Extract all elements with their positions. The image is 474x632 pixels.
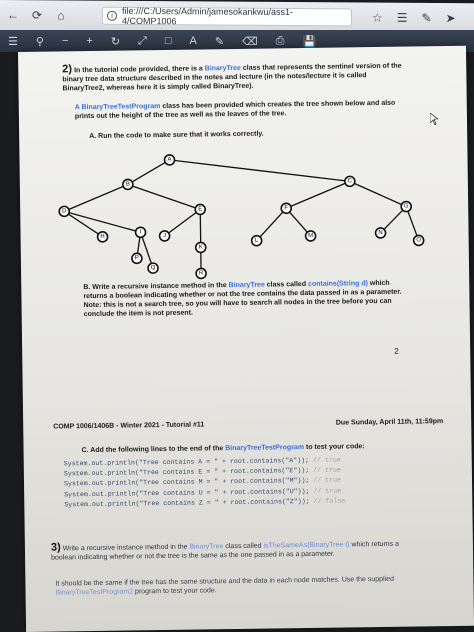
tree-node: [306, 231, 316, 241]
code-comment: // true: [309, 487, 342, 495]
refresh-icon[interactable]: ⟳: [31, 8, 43, 23]
page-number: 2: [394, 346, 399, 356]
tree-node-label: Q: [150, 265, 156, 272]
part-c: C. Add the following lines to the end of the BinaryTreeTestProgram to test your code:: [81, 443, 365, 455]
class-name: BinaryTree: [228, 281, 265, 290]
browser-actions: [372, 11, 456, 26]
code-statement: System.out.println("Tree contains A = " + root.contains("A"));: [63, 456, 310, 468]
erase-icon[interactable]: ⌫: [242, 35, 258, 48]
tree-node: [196, 268, 206, 278]
tree-node-label: J: [163, 232, 167, 239]
share-icon[interactable]: ➤: [445, 11, 456, 26]
zoom-out-icon[interactable]: −: [61, 35, 69, 47]
class-name: BinaryTree: [189, 543, 224, 551]
page-header: [53, 418, 443, 430]
test-program-description: A BinaryTreeTestProgram class has been provided which creates the tree shown below and also prints out the height of the tree as well as the leaves of the tree.: [74, 99, 396, 121]
tree-node: [401, 202, 411, 212]
tree-node-label: N: [378, 229, 383, 236]
zoom-in-icon[interactable]: +: [86, 35, 93, 47]
tree-node-label: L: [254, 237, 259, 244]
method-name: isTheSameAs(BinaryTree t): [263, 541, 350, 550]
print-icon[interactable]: ⎙: [275, 34, 285, 47]
home-icon[interactable]: ⌂: [57, 8, 65, 23]
tree-node: [135, 227, 145, 237]
code-statement: System.out.println("Tree contains M = " + root.contains("M"));: [63, 477, 310, 488]
code-comment: // true: [309, 466, 341, 475]
code-comment: // false: [309, 497, 346, 505]
tree-edge: [64, 211, 105, 240]
tree-node-label: K: [198, 244, 203, 251]
tree-node-label: E: [198, 206, 203, 213]
back-icon[interactable]: ←: [7, 8, 19, 23]
tree-node: [164, 155, 174, 165]
question-2-intro: 2) In the tutorial code provided, there is a BinaryTree class that represents the sentinel version of the binary tree data structure described in the notes and lecture (in the notes/lecture it is called BinaryTree2, whereas here it is simply called BinaryTree).: [62, 62, 402, 93]
tree-nodes: [58, 151, 424, 280]
info-icon[interactable]: i: [107, 11, 117, 21]
tree-edge: [64, 210, 142, 236]
read-aloud-icon[interactable]: A: [189, 35, 197, 47]
tree-node-label: R: [198, 270, 204, 277]
code-statement: System.out.println("Tree contains E = " + root.contains("E"));: [63, 467, 310, 478]
contents-icon[interactable]: ☰: [8, 35, 18, 48]
code-comment: // true: [309, 456, 341, 464]
tree-node-label: G: [403, 203, 409, 210]
tree-node-label: I: [139, 229, 142, 236]
tree-node-label: P: [134, 255, 139, 262]
address-bar[interactable]: [102, 7, 352, 27]
tree-edge: [350, 181, 406, 208]
method-name: contains(String d): [307, 280, 368, 288]
tree-edge: [286, 181, 350, 208]
part-a: A. Run the code to make sure that it works correctly.: [89, 130, 264, 141]
tree-node-label: H: [100, 233, 105, 240]
tree-node: [252, 236, 262, 246]
course-title: COMP 1006/1406B - Winter 2021 - Tutorial #11: [53, 421, 205, 431]
browser-toolbar: [0, 0, 474, 33]
favorites-list-icon[interactable]: ☰: [396, 10, 408, 25]
tree-node-label: O: [416, 237, 422, 244]
tree-node: [98, 232, 108, 242]
tree-node: [195, 204, 205, 214]
due-date: Due Sunday, April 11th, 11:59pm: [335, 418, 444, 427]
pdf-page: [18, 46, 474, 632]
part-b: B. Write a recursive instance method in the BinaryTree class called contains(String d) which returns a boolean indicating whether or not the tree contains the data passed in as a parameter. Note: this is not a search tree, so you will have to search all nodes in the tree before you can conclude the item is not present.: [83, 279, 402, 319]
tree-node: [160, 231, 170, 241]
class-name: BinaryTreeTestProgram: [225, 444, 305, 453]
mouse-cursor-icon: [430, 113, 438, 125]
code-comment: // true: [309, 476, 342, 485]
rotate-icon[interactable]: ↻: [110, 35, 121, 48]
page-view-icon[interactable]: □: [164, 35, 172, 47]
class-name: BinaryTreeTestProgram2: [55, 588, 134, 597]
tree-node-label: M: [308, 232, 314, 239]
tree-edge: [170, 157, 350, 184]
tree-edge: [256, 208, 286, 240]
question-3-body: It should be the same if the tree has the same structure and the data in each node matches. Use the supplied BinaryTreeTestProgram2 program to test your code.: [55, 575, 394, 597]
tree-node: [345, 176, 355, 186]
tree-node-label: B: [125, 181, 130, 188]
address-text: file:///C:/Users/Admin/jamesokankwu/ass1-4/COMP1006: [121, 5, 294, 27]
code-statement: System.out.println("Tree contains U = " + root.contains("U"));: [64, 487, 310, 499]
tree-node-label: C: [347, 178, 353, 185]
tree-node: [123, 179, 133, 189]
class-name: A BinaryTreeTestProgram: [74, 103, 161, 112]
tree-edge: [164, 209, 200, 236]
favorite-star-icon[interactable]: ☆: [372, 10, 383, 25]
tree-node: [414, 235, 424, 245]
binary-tree-diagram: [49, 146, 431, 281]
code-block: [64, 454, 455, 510]
search-icon[interactable]: ⚲: [35, 35, 44, 48]
question-3-intro: 3) Write a recursive instance method in the BinaryTree class called isTheSameAs(BinaryTree t) which returns a boolean indicating whether or not the tree is the same as the one passed in as a parameter.: [50, 540, 400, 562]
draw-icon[interactable]: ✎: [214, 35, 225, 48]
tree-node: [281, 203, 291, 213]
tree-node: [196, 242, 206, 252]
tree-node: [375, 228, 385, 238]
question-number: 3): [50, 541, 61, 554]
pen-icon[interactable]: ✎: [421, 10, 432, 26]
tree-edge: [125, 160, 170, 188]
tree-edges: [64, 156, 420, 275]
tree-node-label: D: [62, 208, 67, 215]
tree-node-label: A: [167, 156, 172, 163]
save-icon[interactable]: 💾: [302, 35, 317, 48]
tree-node-label: F: [284, 205, 289, 212]
class-name: BinaryTree: [204, 64, 241, 73]
tree-edge: [125, 181, 203, 213]
tree-node: [132, 253, 142, 263]
tree-edge: [64, 184, 128, 211]
tree-node: [59, 206, 69, 216]
code-statement: System.out.println("Tree contains Z = " + root.contains("Z"));: [64, 497, 310, 509]
question-number: 2): [62, 63, 73, 76]
tree-node: [148, 263, 158, 273]
fit-page-icon[interactable]: ⤢: [138, 34, 147, 47]
